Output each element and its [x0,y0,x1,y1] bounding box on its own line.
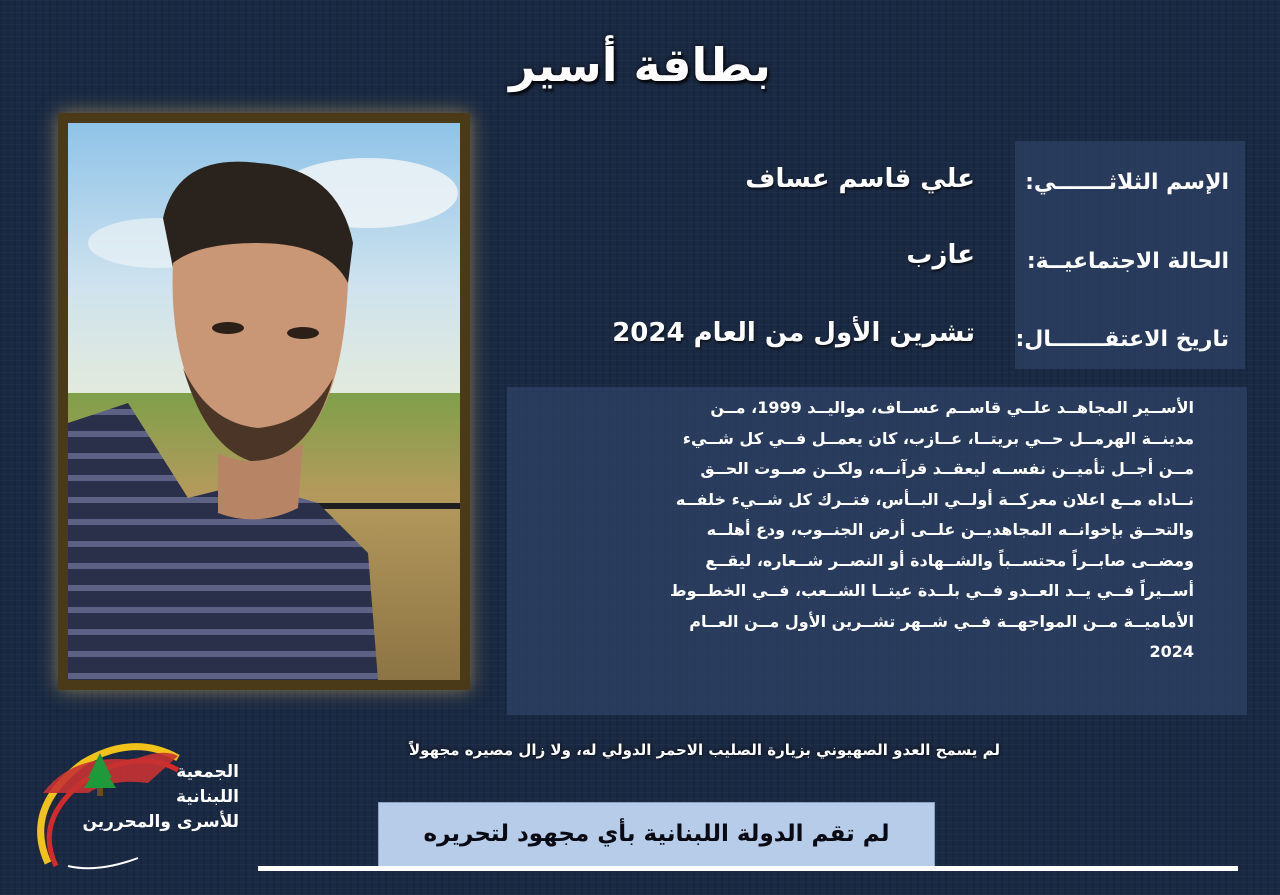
bio-line: نــاداه مــع اعلان معركــة أولــي البــأس، فتــرك كل شــيء خلفــه [675,489,1194,509]
card-title: بطاقة أسير [509,38,771,92]
marital-status-label: الحالة الاجتماعيــة: [1026,249,1229,274]
biography-text [547,393,1194,668]
arrest-date-value: تشرين الأول من العام 2024 [612,318,975,348]
logo-line: الجمعية [176,762,239,782]
marital-status-value: عازب [906,240,975,270]
bio-line: ومضــى صابــراً محتســباً والشــهادة أو النصــر شــعاره، ليقــع [705,550,1194,570]
bio-line: الأســير المجاهــد علــي قاســم عســاف، مواليــد 1999، مــن [710,398,1194,417]
full-name-value: علي قاسم عساف [745,164,975,194]
red-cross-notice: لم يسمح العدو الصهيوني بزيارة الصليب الاحمر الدولي له، ولا زال مصيره مجهولاً [409,741,1000,759]
bio-line: مــن أجــل تأميــن نفســه ليعقــد قرآنــه، ولكــن صــوت الحــق [700,459,1194,478]
portrait-image [68,123,460,680]
prisoner-photo [58,113,470,690]
full-name-label: الإسم الثلاثـــــــي: [1025,170,1229,195]
bio-line: مدينــة الهرمــل حــي بريتــا، عــازب، كان يعمــل فــي كل شــيء [682,428,1194,448]
bio-line: 2024 [1149,642,1194,661]
association-name [82,760,239,835]
logo-line: للأسرى والمحررين [82,812,239,832]
state-action-banner: لم تقم الدولة اللبنانية بأي مجهود لتحريره [378,802,935,868]
biography-panel [507,387,1247,715]
association-logo [28,738,243,873]
arrest-date-label: تاريخ الاعتقـــــــال: [1015,327,1229,352]
bio-line: والتحــق بإخوانــه المجاهديــن علــى أرض الجنــوب، ودع أهلــه [706,520,1194,539]
bio-line: الأماميــة مــن المواجهــة فــي شــهر تشــرين الأول مــن العــام [689,611,1194,631]
bio-line: أســيراً فــي يــد العــدو فــي بلــدة عيتــا الشــعب، فــي الخطــوط [670,581,1194,600]
field-labels-panel [1015,141,1245,369]
logo-line: اللبنانية [175,787,239,807]
bottom-divider [258,866,1238,871]
